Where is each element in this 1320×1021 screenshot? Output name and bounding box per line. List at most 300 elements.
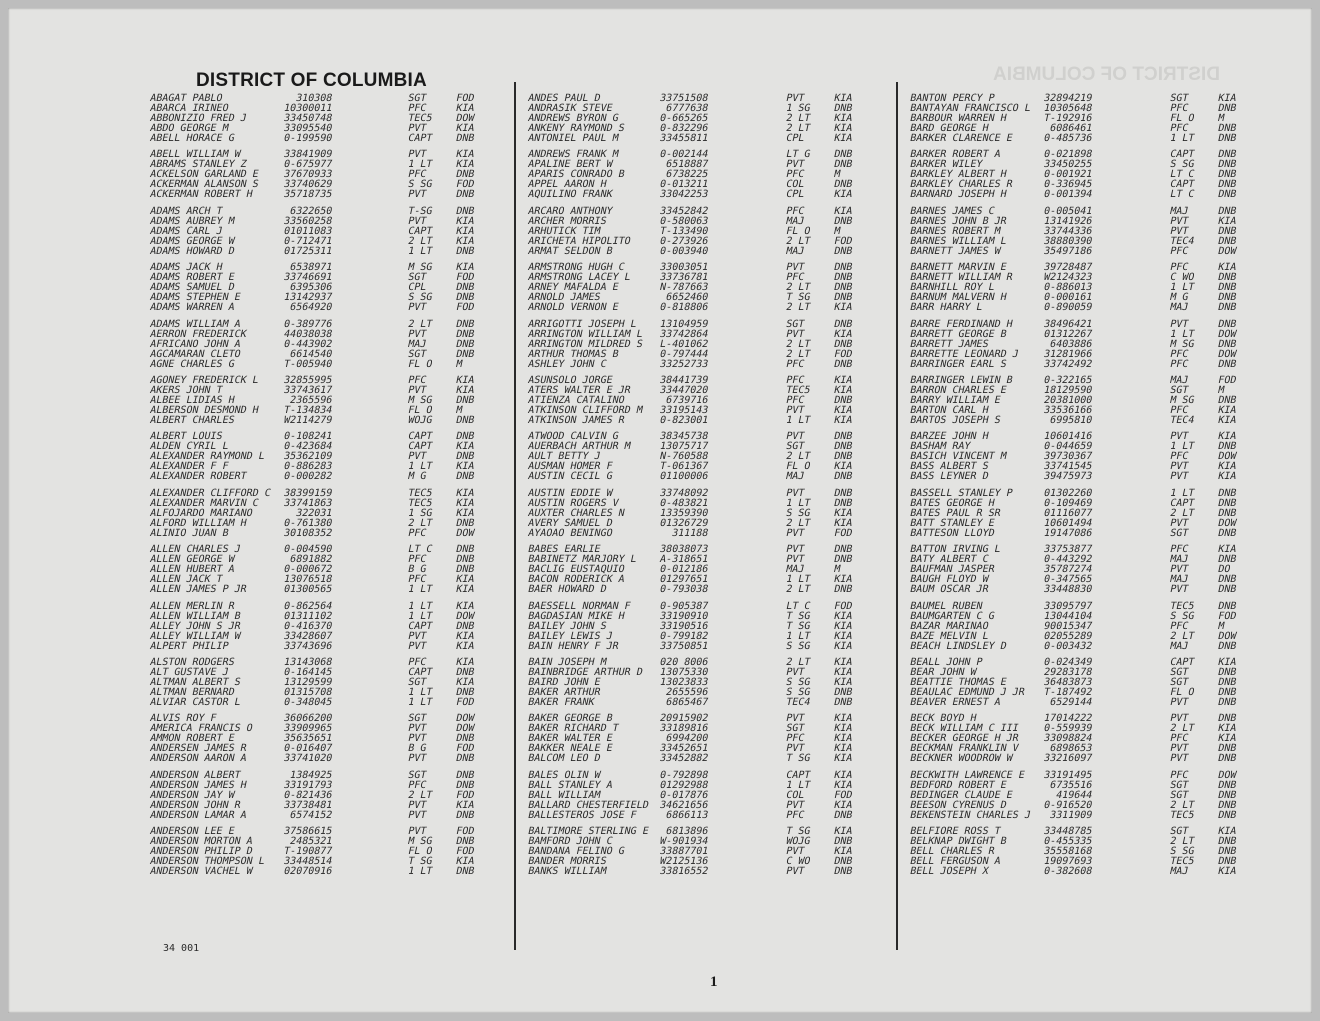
entry-rank: PFC <box>784 394 806 406</box>
roster-entry <box>527 134 891 144</box>
entry-name: ALLEY JOHN S JR <box>148 620 242 632</box>
entry-name: BARKLEY CHARLES R <box>908 179 1014 191</box>
roster-block <box>910 150 1270 200</box>
entry-name: BALL WILLIAM <box>526 789 602 801</box>
page-number: 1 <box>710 974 718 990</box>
entry-rank: SGT <box>406 713 428 725</box>
entry-serial-number: 01302260 <box>1042 487 1094 499</box>
roster-block <box>910 263 1270 313</box>
entry-status: KIA <box>832 205 854 217</box>
entry-status: KIA <box>1216 733 1238 745</box>
entry-name: AGNE CHARLES G <box>148 358 236 370</box>
entry-rank: CAPT <box>784 769 812 781</box>
roster-entry <box>149 529 511 539</box>
entry-name: ANDERSON LEE E <box>148 826 236 838</box>
roster-block <box>528 602 890 652</box>
roster-entry <box>527 303 891 313</box>
entry-serial-number: 0-559939 <box>1042 723 1094 735</box>
entry-name: ARMAT SELDON B <box>526 245 614 257</box>
entry-status: FOD <box>1216 610 1238 622</box>
entry-status: KIA <box>832 676 854 688</box>
entry-status: M <box>832 564 842 576</box>
entry-serial-number: 39730367 <box>1042 451 1094 463</box>
entry-name: ALINIO JUAN B <box>148 527 230 539</box>
entry-serial-number: 20915902 <box>658 713 710 725</box>
entry-rank: PVT <box>1168 743 1190 755</box>
entry-status: DNB <box>454 769 476 781</box>
roster-block <box>150 827 510 877</box>
entry-name: BARKLEY ALBERT H <box>908 169 1008 181</box>
entry-serial-number: 33191495 <box>1042 769 1094 781</box>
entry-serial-number: 6777638 <box>664 103 710 114</box>
entry-status: DOW <box>454 723 476 735</box>
entry-serial-number: 0-443902 <box>282 338 334 350</box>
roster-entry <box>909 247 1271 257</box>
entry-rank: PFC <box>1168 769 1190 781</box>
entry-name: BAILEY LEWIS J <box>526 630 614 642</box>
entry-status: KIA <box>1216 471 1238 483</box>
entry-serial-number: 33252733 <box>658 358 710 370</box>
entry-rank: M SG <box>406 836 434 848</box>
entry-status: DNB <box>454 733 476 745</box>
entry-status: KIA <box>832 630 854 642</box>
entry-status: DNB <box>832 272 854 284</box>
roster-block <box>528 376 890 426</box>
entry-rank: MAJ <box>1168 302 1190 314</box>
entry-name: ASUNSOLO JORGE <box>526 374 614 386</box>
entry-status: FOD <box>454 789 476 801</box>
entry-rank: PVT <box>1168 584 1190 596</box>
entry-status: KIA <box>454 384 476 396</box>
entry-rank: SGT <box>784 318 806 330</box>
entry-rank: COL <box>784 789 806 801</box>
entry-status: DNB <box>1216 394 1238 406</box>
entry-name: ADAMS WARREN A <box>148 302 236 314</box>
entry-serial-number: 0-580063 <box>658 215 710 227</box>
roster-block <box>528 207 890 257</box>
entry-serial-number: 33448514 <box>282 856 334 868</box>
entry-status: KIA <box>832 574 854 586</box>
entry-name: ABDO GEORGE M <box>148 123 230 134</box>
entry-name: ATKINSON JAMES R <box>526 414 626 426</box>
entry-name: BASHAM RAY <box>908 441 972 453</box>
entry-serial-number: T-061367 <box>658 461 710 473</box>
entry-rank: M SG <box>406 394 434 406</box>
entry-serial-number: 6529144 <box>1048 696 1094 708</box>
entry-serial-number: 33428607 <box>282 630 334 642</box>
entry-status: DNB <box>1216 272 1238 284</box>
entry-status: DNB <box>454 471 476 483</box>
roster-entry <box>149 303 511 313</box>
entry-status: FOD <box>832 789 854 801</box>
entry-name: BALL STANLEY A <box>526 779 614 791</box>
entry-name: BEDFORD ROBERT E <box>908 779 1008 791</box>
entry-status: KIA <box>832 666 854 678</box>
entry-status: KIA <box>1216 544 1238 556</box>
entry-status: FOD <box>454 272 476 284</box>
entry-status: DNB <box>1216 282 1238 294</box>
entry-name: BARR HARRY L <box>908 302 984 314</box>
entry-status: FOD <box>454 93 476 104</box>
entry-name: ALLEN MERLIN R <box>148 600 236 612</box>
entry-rank: SGT <box>406 272 428 284</box>
entry-serial-number: 33742864 <box>658 328 710 340</box>
entry-serial-number: 01312267 <box>1042 328 1094 340</box>
entry-serial-number: 33095540 <box>282 123 334 134</box>
entry-status: KIA <box>454 656 476 668</box>
entry-name: BEAVER ERNEST A <box>908 696 1002 708</box>
entry-name: ANDERSON AARON A <box>148 753 248 765</box>
roster-entry <box>149 642 511 652</box>
entry-name: ADAMS SAMUEL D <box>148 282 236 294</box>
entry-rank: SGT <box>406 676 428 688</box>
form-code: 34 001 <box>163 943 200 954</box>
entry-status: KIA <box>454 497 476 509</box>
entry-status: DOW <box>1216 451 1238 463</box>
roster-block <box>150 150 510 200</box>
roster-block <box>910 658 1270 708</box>
entry-name: BARNUM MALVERN H <box>908 292 1008 304</box>
entry-name: ARTHUR THOMAS B <box>526 348 620 360</box>
entry-name: BARKER WILEY <box>908 159 984 171</box>
entry-rank: SGT <box>406 348 428 360</box>
entry-serial-number: 33742492 <box>1042 358 1094 370</box>
entry-serial-number: 10305648 <box>1042 103 1094 114</box>
entry-name: ANKENY RAYMOND S <box>526 123 626 134</box>
entry-rank: CAPT <box>406 225 434 237</box>
entry-name: BECKMAN FRANKLIN V <box>908 743 1020 755</box>
entry-status: KIA <box>1216 656 1238 668</box>
entry-status: KIA <box>454 149 476 161</box>
entry-status: KIA <box>454 640 476 652</box>
entry-status: DNB <box>832 358 854 370</box>
entry-serial-number: 13142937 <box>282 292 334 304</box>
entry-serial-number: 34621656 <box>658 799 710 811</box>
entry-name: ALFOJARDO MARIANO <box>148 507 254 519</box>
entry-serial-number: 0-005041 <box>1042 205 1094 217</box>
entry-status: DNB <box>832 696 854 708</box>
entry-name: BARNETT MARVIN E <box>908 262 1008 274</box>
entry-rank: PFC <box>1168 404 1190 416</box>
entry-serial-number: 13023833 <box>658 676 710 688</box>
roster-entry <box>909 811 1271 821</box>
entry-rank: PFC <box>784 733 806 745</box>
entry-serial-number: 6564920 <box>288 302 334 314</box>
entry-serial-number: 0-164145 <box>282 666 334 678</box>
entry-name: ALTMAN BERNARD <box>148 686 236 698</box>
entry-rank: FL O <box>1168 113 1196 124</box>
entry-status: DOW <box>1216 517 1238 529</box>
entry-rank: 1 LT <box>784 497 812 509</box>
entry-rank: 2 LT <box>784 338 812 350</box>
entry-status: DNB <box>832 159 854 171</box>
roster-block <box>150 771 510 821</box>
entry-name: AUXTER CHARLES N <box>526 507 626 519</box>
roster-block <box>910 320 1270 370</box>
entry-rank: PVT <box>1168 471 1190 483</box>
entry-status: DOW <box>454 610 476 622</box>
entry-name: ANDERSON LAMAR A <box>148 809 248 821</box>
entry-status: M <box>832 225 842 237</box>
roster-block <box>528 320 890 370</box>
entry-serial-number: 29283178 <box>1042 666 1094 678</box>
entry-status: DNB <box>1216 696 1238 708</box>
entry-status: KIA <box>832 133 854 144</box>
roster-block <box>910 207 1270 257</box>
roster-entry <box>527 585 891 595</box>
entry-serial-number: 2365596 <box>288 394 334 406</box>
entry-serial-number: 13104959 <box>658 318 710 330</box>
entry-serial-number: 35362109 <box>282 451 334 463</box>
entry-name: ABELL HORACE G <box>148 133 236 144</box>
entry-status: DNB <box>832 179 854 191</box>
roster-block <box>528 714 890 764</box>
entry-serial-number: 0-003432 <box>1042 640 1094 652</box>
entry-status: DNB <box>454 753 476 765</box>
roster-entry <box>149 472 511 482</box>
entry-status: DOW <box>454 527 476 539</box>
entry-serial-number: 13076518 <box>282 574 334 586</box>
entry-status: DNB <box>832 866 854 878</box>
entry-serial-number: 33190910 <box>658 610 710 622</box>
entry-rank: PVT <box>406 149 428 161</box>
entry-status: KIA <box>832 846 854 858</box>
entry-serial-number: 35718735 <box>282 189 334 201</box>
entry-serial-number: 0-485736 <box>1042 133 1094 144</box>
entry-serial-number: 33195143 <box>658 404 710 416</box>
entry-status: DNB <box>454 809 476 821</box>
entry-name: ABBONIZIO FRED J <box>148 113 248 124</box>
entry-name: BARNARD JOSEPH H <box>908 189 1008 201</box>
entry-rank: PVT <box>784 666 806 678</box>
entry-rank: PFC <box>406 779 428 791</box>
entry-status: DNB <box>832 318 854 330</box>
entry-status: KIA <box>832 799 854 811</box>
entry-rank: PVT <box>1168 517 1190 529</box>
entry-name: BARTOS JOSEPH S <box>908 414 1002 426</box>
entry-serial-number: 01011083 <box>282 225 334 237</box>
entry-rank: SGT <box>1168 666 1190 678</box>
entry-rank: SGT <box>406 769 428 781</box>
entry-serial-number: 33450748 <box>282 113 334 124</box>
entry-status: DNB <box>454 544 476 556</box>
entry-name: ADAMS ARCH T <box>148 205 224 217</box>
roster-block <box>150 602 510 652</box>
entry-status: DNB <box>454 292 476 304</box>
entry-status: DNB <box>1216 169 1238 181</box>
entry-serial-number: 19097693 <box>1042 856 1094 868</box>
entry-rank: MAJ <box>406 338 428 350</box>
entry-rank: PVT <box>784 328 806 340</box>
entry-name: ALLEN JAMES P JR <box>148 584 248 596</box>
entry-serial-number: 0-002144 <box>658 149 710 161</box>
entry-rank: 1 LT <box>784 574 812 586</box>
roster-entry <box>909 416 1271 426</box>
entry-name: BALES OLIN W <box>526 769 602 781</box>
entry-rank: T SG <box>784 292 812 304</box>
entry-serial-number: 39475973 <box>1042 471 1094 483</box>
entry-serial-number: 33452651 <box>658 743 710 755</box>
entry-status: DNB <box>1216 789 1238 801</box>
entry-status: FOD <box>832 527 854 539</box>
entry-name: BASICH VINCENT M <box>908 451 1008 463</box>
entry-status: DNB <box>832 103 854 114</box>
entry-rank: TEC5 <box>406 497 434 509</box>
entry-name: BARRY WILLIAM E <box>908 394 1002 406</box>
entry-serial-number: 0-818806 <box>658 302 710 314</box>
entry-rank: PFC <box>406 103 428 114</box>
entry-name: BELL FERGUSON A <box>908 856 1002 868</box>
entry-serial-number: 0-108241 <box>282 431 334 443</box>
entry-name: BAUGH FLOYD W <box>908 574 990 586</box>
entry-serial-number: 0-004590 <box>282 544 334 556</box>
roster-block <box>910 545 1270 595</box>
entry-status: DNB <box>454 328 476 340</box>
entry-status: DNB <box>832 338 854 350</box>
entry-status: DNB <box>832 487 854 499</box>
entry-rank: PVT <box>784 799 806 811</box>
entry-rank: 2 LT <box>784 235 812 247</box>
entry-name: BALLARD CHESTERFIELD <box>526 799 650 811</box>
entry-name: ARHUTICK TIM <box>526 225 602 237</box>
entry-rank: LT C <box>1168 189 1196 201</box>
entry-status: DOW <box>454 113 476 124</box>
entry-rank: PVT <box>1168 564 1190 576</box>
entry-serial-number: 0-675977 <box>282 159 334 171</box>
entry-name: ALBERT LOUIS <box>148 431 224 443</box>
entry-serial-number: 33887701 <box>658 846 710 858</box>
entry-rank: PVT <box>406 753 428 765</box>
entry-rank: CAPT <box>1168 179 1196 191</box>
entry-serial-number: 3311909 <box>1048 809 1094 821</box>
entry-name: BAIN JOSEPH M <box>526 656 608 668</box>
entry-serial-number: 33042253 <box>658 189 710 201</box>
entry-rank: CAPT <box>406 431 434 443</box>
entry-rank: PFC <box>406 374 428 386</box>
entry-status: DNB <box>1216 846 1238 858</box>
roster-entry <box>527 416 891 426</box>
entry-name: ACKERMAN ALANSON S <box>148 179 260 191</box>
entry-status: KIA <box>454 225 476 237</box>
entry-rank: FL O <box>784 461 812 473</box>
entry-serial-number: 01100006 <box>658 471 710 483</box>
entry-name: BANTON PERCY P <box>908 93 996 104</box>
entry-serial-number: T-187492 <box>1042 686 1094 698</box>
entry-serial-number: 6866113 <box>664 809 710 821</box>
entry-serial-number: 32894219 <box>1042 93 1094 104</box>
entry-serial-number: 33738481 <box>282 799 334 811</box>
entry-rank: PFC <box>406 527 428 539</box>
entry-status: M <box>1216 384 1226 396</box>
entry-status: DOW <box>1216 348 1238 360</box>
entry-rank: PVT <box>406 328 428 340</box>
entry-rank: 1 LT <box>1168 328 1196 340</box>
entry-name: BATES GEORGE H <box>908 497 996 509</box>
entry-status: DNB <box>454 451 476 463</box>
entry-status: DNB <box>454 686 476 698</box>
entry-status: FOD <box>454 846 476 858</box>
entry-rank: PFC <box>406 574 428 586</box>
entry-rank: PVT <box>784 846 806 858</box>
entry-rank: T SG <box>784 610 812 622</box>
entry-status: DNB <box>1216 235 1238 247</box>
entry-serial-number: 0-886013 <box>1042 282 1094 294</box>
entry-status: KIA <box>832 743 854 755</box>
entry-rank: PVT <box>406 384 428 396</box>
entry-status: DOW <box>1216 769 1238 781</box>
entry-serial-number: W2124323 <box>1042 272 1094 284</box>
entry-status: KIA <box>832 656 854 668</box>
entry-serial-number: 33816552 <box>658 866 710 878</box>
entry-serial-number: 0-017876 <box>658 789 710 801</box>
entry-name: BALCOM LEO D <box>526 753 602 765</box>
entry-status: DNB <box>1216 743 1238 755</box>
entry-rank: PFC <box>406 656 428 668</box>
entry-rank: PFC <box>784 358 806 370</box>
entry-rank: S SG <box>406 179 434 191</box>
entry-rank: PVT <box>1168 461 1190 473</box>
entry-rank: PFC <box>1168 245 1190 257</box>
entry-serial-number: 33189816 <box>658 723 710 735</box>
entry-status: DNB <box>1216 338 1238 350</box>
roster-entry <box>527 190 891 200</box>
entry-name: AKERS JOHN T <box>148 384 224 396</box>
entry-serial-number: 13075717 <box>658 441 710 453</box>
roster-column-3 <box>910 94 1270 883</box>
entry-rank: 1 LT <box>406 584 434 596</box>
entry-status: KIA <box>454 215 476 227</box>
entry-rank: 1 LT <box>1168 133 1196 144</box>
entry-name: ADAMS WILLIAM A <box>148 318 242 330</box>
entry-name: ARMSTRONG HUGH C <box>526 262 626 274</box>
entry-status: DNB <box>1216 133 1238 144</box>
entry-name: ALBERSON DESMOND H <box>148 404 260 416</box>
entry-rank: SGT <box>784 441 806 453</box>
entry-rank: PFC <box>1168 620 1190 632</box>
entry-status: DNB <box>1216 318 1238 330</box>
entry-rank: TEC5 <box>1168 856 1196 868</box>
entry-serial-number: 0-322165 <box>1042 374 1094 386</box>
entry-status: KIA <box>1216 93 1238 104</box>
entry-rank: CPL <box>784 189 806 201</box>
entry-rank: FL O <box>406 358 434 370</box>
roster-entry <box>527 754 891 764</box>
entry-serial-number: 01315708 <box>282 686 334 698</box>
entry-rank: 1 LT <box>784 779 812 791</box>
entry-rank: PVT <box>406 123 428 134</box>
entry-name: BARNHILL ROY L <box>908 282 996 294</box>
entry-status: FOD <box>454 826 476 838</box>
entry-status: DNB <box>454 394 476 406</box>
entry-status: KIA <box>832 640 854 652</box>
entry-serial-number: 01300565 <box>282 584 334 596</box>
entry-status: KIA <box>832 826 854 838</box>
entry-rank: TEC5 <box>784 384 812 396</box>
entry-serial-number: 33736781 <box>658 272 710 284</box>
entry-rank: SGT <box>784 723 806 735</box>
entry-rank: PVT <box>784 527 806 539</box>
roster-block <box>150 94 510 144</box>
entry-status: DNB <box>832 431 854 443</box>
entry-name: BAKER GEORGE B <box>526 713 614 725</box>
entry-serial-number: W2125136 <box>658 856 710 868</box>
entry-name: BELL CHARLES R <box>908 846 996 858</box>
entry-serial-number: 38880390 <box>1042 235 1094 247</box>
entry-name: ANDRASIK STEVE <box>526 103 614 114</box>
entry-rank: T SG <box>784 620 812 632</box>
entry-name: ALEXANDER MARVIN C <box>148 497 260 509</box>
entry-rank: CAPT <box>406 666 434 678</box>
